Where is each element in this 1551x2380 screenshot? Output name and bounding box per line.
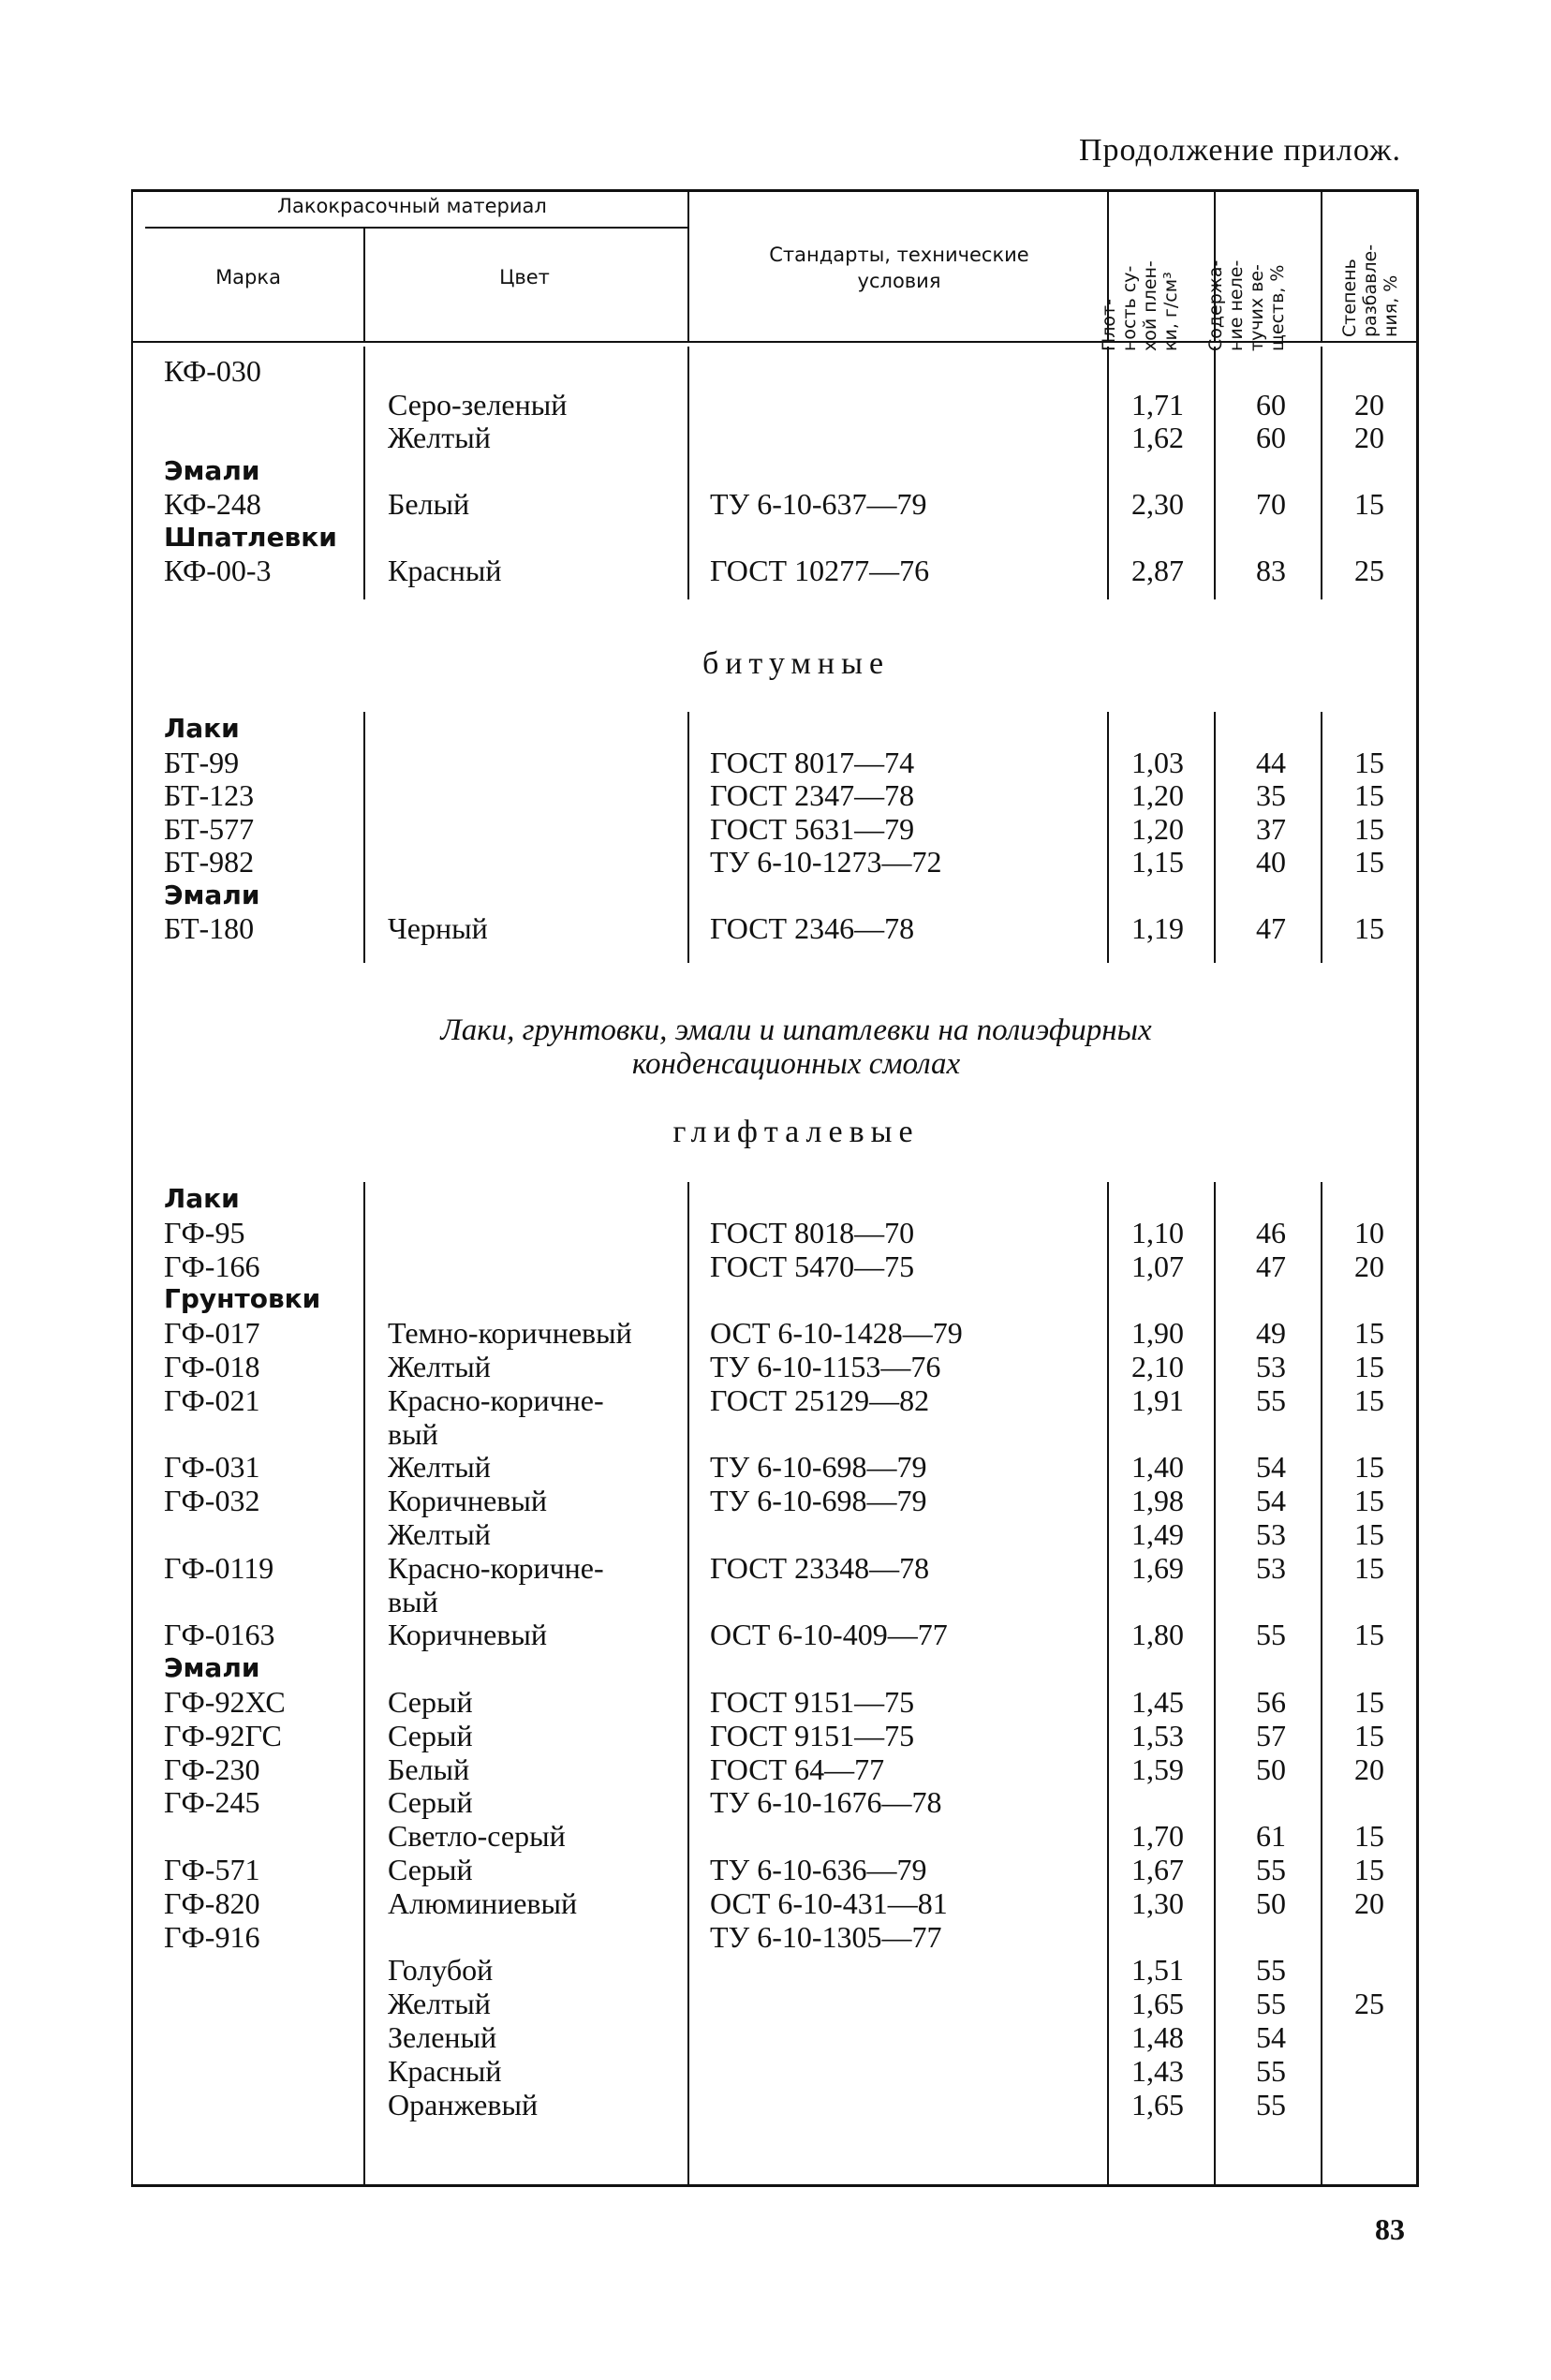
nonvolatile-cell: 55 [1256, 1953, 1286, 1988]
nonvolatile-cell: 54 [1256, 1450, 1286, 1485]
nonvolatile-cell: 37 [1256, 811, 1286, 846]
column-separator [363, 1182, 365, 2184]
color-cell: Коричневый [388, 1618, 548, 1652]
density-cell: 1,45 [1131, 1685, 1184, 1719]
nonvolatile-cell: 47 [1256, 1249, 1286, 1283]
mark-cell: БТ-99 [164, 745, 240, 779]
standard-cell: ГОСТ 9151—75 [710, 1718, 915, 1752]
dilution-cell: 15 [1354, 1618, 1384, 1652]
density-cell: 1,90 [1131, 1316, 1184, 1351]
column-separator [1214, 1182, 1216, 2184]
column-separator [687, 347, 689, 599]
mark-cell: ГФ-031 [164, 1450, 260, 1485]
density-cell: 1,15 [1131, 845, 1184, 879]
dilution-cell: 15 [1354, 1550, 1384, 1585]
nonvolatile-cell: 50 [1256, 1752, 1286, 1786]
color-cell: Серо-зеленый [388, 387, 568, 421]
color-cell: Серый [388, 1853, 473, 1886]
density-cell: 1,65 [1131, 1987, 1184, 2021]
color-cell: вый [388, 1584, 438, 1619]
standard-cell: ГОСТ 8017—74 [710, 745, 915, 779]
dilution-cell: 15 [1354, 1382, 1384, 1417]
color-cell: Желтый [388, 1450, 491, 1485]
color-cell: Красно-коричне- [388, 1550, 604, 1585]
dilution-cell: 15 [1354, 811, 1384, 846]
mark-cell: ГФ-0163 [164, 1618, 275, 1652]
standard-cell: ОСТ 6-10-409—77 [710, 1618, 948, 1652]
category-label: Эмали [164, 454, 260, 486]
dilution-cell: 15 [1354, 778, 1384, 812]
mark-cell: БТ-123 [164, 778, 255, 812]
dilution-cell: 20 [1354, 1752, 1384, 1786]
section-polyester-line2: конденсационных смолах [631, 1047, 961, 1081]
dilution-cell: 15 [1354, 1819, 1384, 1854]
nonvolatile-cell: 60 [1256, 421, 1286, 454]
density-cell: 1,91 [1131, 1382, 1184, 1417]
dilution-cell: 10 [1354, 1215, 1384, 1249]
density-cell: 2,87 [1131, 554, 1184, 587]
header-mark: Марка [215, 266, 281, 288]
standard-cell: ГОСТ 5631—79 [710, 811, 915, 846]
density-cell: 1,49 [1131, 1517, 1184, 1551]
standard-cell: ТУ 6-10-1676—78 [710, 1785, 942, 1820]
header-nonvolatile: Содержа- ние неле- тучих ве- ществ, % [1205, 259, 1288, 351]
color-cell: Желтый [388, 1517, 491, 1551]
header-dilution: Степень разбавле- ния, % [1339, 244, 1401, 337]
page-number: 83 [1375, 2212, 1405, 2246]
mark-cell: ГФ-916 [164, 1919, 260, 1954]
color-cell: Коричневый [388, 1484, 548, 1518]
dilution-cell: 20 [1354, 1249, 1384, 1283]
density-cell: 1,69 [1131, 1550, 1184, 1585]
density-cell: 1,10 [1131, 1215, 1184, 1249]
color-cell: Серый [388, 1685, 473, 1719]
standard-cell: ГОСТ 10277—76 [710, 554, 930, 587]
nonvolatile-cell: 50 [1256, 1885, 1286, 1920]
column-separator [363, 712, 365, 963]
nonvolatile-cell: 47 [1256, 911, 1286, 945]
density-cell: 1,30 [1131, 1885, 1184, 1920]
dilution-cell: 20 [1354, 421, 1384, 454]
column-separator [1107, 1182, 1109, 2184]
nonvolatile-cell: 56 [1256, 1685, 1286, 1719]
nonvolatile-cell: 55 [1256, 1618, 1286, 1652]
mark-cell: ГФ-92ХС [164, 1685, 286, 1719]
column-separator [131, 189, 133, 2184]
mark-cell: ГФ-017 [164, 1316, 260, 1351]
section-glyphthal: глифталевые [672, 1115, 920, 1149]
standard-cell: ГОСТ 25129—82 [710, 1382, 930, 1417]
standard-cell: ТУ 6-10-698—79 [710, 1484, 927, 1518]
column-separator [687, 712, 689, 963]
mark-cell: КФ-248 [164, 487, 261, 521]
density-cell: 1,70 [1131, 1819, 1184, 1854]
column-separator [1107, 347, 1109, 599]
nonvolatile-cell: 54 [1256, 2020, 1286, 2054]
nonvolatile-cell: 40 [1256, 845, 1286, 879]
density-cell: 1,98 [1131, 1484, 1184, 1518]
mark-cell: БТ-180 [164, 911, 255, 945]
column-separator [1214, 347, 1216, 599]
column-separator [363, 347, 365, 599]
dilution-cell: 20 [1354, 1885, 1384, 1920]
standard-cell: ГОСТ 23348—78 [710, 1550, 930, 1585]
category-label: Эмали [164, 879, 260, 910]
color-cell: Белый [388, 1752, 470, 1786]
column-separator [1214, 712, 1216, 963]
mark-cell: ГФ-166 [164, 1249, 260, 1283]
density-cell: 1,51 [1131, 1953, 1184, 1988]
color-cell: Оранжевый [388, 2087, 539, 2121]
density-cell: 1,19 [1131, 911, 1184, 945]
nonvolatile-cell: 46 [1256, 1215, 1286, 1249]
nonvolatile-cell: 49 [1256, 1316, 1286, 1351]
dilution-cell: 15 [1354, 1350, 1384, 1383]
standard-cell: ТУ 6-10-636—79 [710, 1853, 927, 1886]
mark-cell: ГФ-018 [164, 1350, 260, 1383]
density-cell: 1,62 [1131, 421, 1184, 454]
mark-cell: ГФ-245 [164, 1785, 260, 1820]
mark-cell: ГФ-0119 [164, 1550, 274, 1585]
table-bottom-rule [131, 2184, 1419, 2187]
nonvolatile-cell: 53 [1256, 1350, 1286, 1383]
nonvolatile-cell: 53 [1256, 1517, 1286, 1551]
mark-cell: ГФ-032 [164, 1484, 260, 1518]
color-cell: Светло-серый [388, 1819, 566, 1854]
color-cell: вый [388, 1416, 438, 1451]
density-cell: 1,20 [1131, 811, 1184, 846]
color-cell: Желтый [388, 1987, 491, 2021]
color-cell: Белый [388, 487, 470, 521]
header-material-group: Лакокрасочный материал [277, 195, 547, 217]
color-cell: Красный [388, 554, 502, 587]
density-cell: 1,71 [1131, 387, 1184, 421]
density-cell: 1,43 [1131, 2053, 1184, 2088]
standard-cell: ГОСТ 8018—70 [710, 1215, 915, 1249]
dilution-cell: 15 [1354, 487, 1384, 521]
mark-cell: ГФ-95 [164, 1215, 245, 1249]
standard-cell: ГОСТ 9151—75 [710, 1685, 915, 1719]
nonvolatile-cell: 61 [1256, 1819, 1286, 1854]
color-cell: Голубой [388, 1953, 494, 1988]
color-cell: Красно-коричне- [388, 1382, 604, 1417]
nonvolatile-cell: 54 [1256, 1484, 1286, 1518]
mark-cell: ГФ-571 [164, 1853, 260, 1886]
color-cell: Алюминиевый [388, 1885, 578, 1920]
density-cell: 1,80 [1131, 1618, 1184, 1652]
mark-cell: КФ-00-3 [164, 554, 272, 587]
nonvolatile-cell: 70 [1256, 487, 1286, 521]
column-separator [687, 1182, 689, 2184]
dilution-cell: 15 [1354, 1853, 1384, 1886]
section-polyester-line1: Лаки, грунтовки, эмали и шпатлевки на полиэфирных [440, 1013, 1152, 1047]
standard-cell: ТУ 6-10-1305—77 [710, 1919, 942, 1954]
column-separator [1107, 712, 1109, 963]
density-cell: 1,03 [1131, 745, 1184, 779]
density-cell: 1,59 [1131, 1752, 1184, 1786]
standard-cell: ТУ 6-10-1153—76 [710, 1350, 941, 1383]
density-cell: 1,40 [1131, 1450, 1184, 1485]
density-cell: 2,30 [1131, 487, 1184, 521]
dilution-cell: 15 [1354, 1316, 1384, 1351]
dilution-cell: 15 [1354, 745, 1384, 779]
nonvolatile-cell: 44 [1256, 745, 1286, 779]
section-bitumen: битумные [702, 646, 891, 681]
color-cell: Темно-коричневый [388, 1316, 632, 1351]
category-label: Лаки [164, 1183, 240, 1214]
nonvolatile-cell: 57 [1256, 1718, 1286, 1752]
color-cell: Черный [388, 911, 488, 945]
page-header: Продолжение прилож. [1078, 133, 1401, 168]
color-cell: Красный [388, 2053, 502, 2088]
dilution-cell: 15 [1354, 1484, 1384, 1518]
color-cell: Желтый [388, 1350, 491, 1383]
dilution-cell: 25 [1354, 1987, 1384, 2021]
nonvolatile-cell: 35 [1256, 778, 1286, 812]
nonvolatile-cell: 55 [1256, 2053, 1286, 2088]
column-separator [687, 189, 689, 341]
density-cell: 1,07 [1131, 1249, 1184, 1283]
standard-cell: ГОСТ 2346—78 [710, 911, 915, 945]
density-cell: 1,20 [1131, 778, 1184, 812]
standard-cell: ГОСТ 5470—75 [710, 1249, 915, 1283]
density-cell: 1,53 [1131, 1718, 1184, 1752]
mark-cell: ГФ-021 [164, 1382, 260, 1417]
category-label: Лаки [164, 713, 240, 744]
dilution-cell: 15 [1354, 1718, 1384, 1752]
density-cell: 2,10 [1131, 1350, 1184, 1383]
standard-cell: ГОСТ 64—77 [710, 1752, 885, 1786]
standard-cell: ГОСТ 2347—78 [710, 778, 915, 812]
nonvolatile-cell: 55 [1256, 1987, 1286, 2021]
category-label: Грунтовки [164, 1283, 321, 1315]
header-density: Плот- ность су- хой плен- ки, г/см³ [1099, 260, 1181, 351]
mark-cell: БТ-577 [164, 811, 255, 846]
column-separator [1321, 189, 1322, 341]
category-label: Эмали [164, 1652, 260, 1684]
nonvolatile-cell: 55 [1256, 1853, 1286, 1886]
standard-cell: ОСТ 6-10-431—81 [710, 1885, 948, 1920]
standard-cell: ТУ 6-10-1273—72 [710, 845, 942, 879]
color-cell: Желтый [388, 421, 491, 454]
standard-cell: ОСТ 6-10-1428—79 [710, 1316, 963, 1351]
nonvolatile-cell: 55 [1256, 2087, 1286, 2121]
mark-cell: КФ-030 [164, 354, 261, 388]
dilution-cell: 15 [1354, 845, 1384, 879]
density-cell: 1,65 [1131, 2087, 1184, 2121]
mark-cell: ГФ-92ГС [164, 1718, 282, 1752]
header-standards: Стандарты, технические условия [769, 244, 1029, 292]
dilution-cell: 25 [1354, 554, 1384, 587]
dilution-cell: 15 [1354, 1450, 1384, 1485]
standard-cell: ТУ 6-10-698—79 [710, 1450, 927, 1485]
dilution-cell: 15 [1354, 1685, 1384, 1719]
mark-cell: ГФ-230 [164, 1752, 260, 1786]
color-cell: Серый [388, 1785, 473, 1820]
header-group-rule [145, 227, 688, 229]
header-color: Цвет [499, 266, 550, 288]
density-cell: 1,48 [1131, 2020, 1184, 2054]
standard-cell: ТУ 6-10-637—79 [710, 487, 927, 521]
color-cell: Серый [388, 1718, 473, 1752]
dilution-cell: 15 [1354, 911, 1384, 945]
nonvolatile-cell: 60 [1256, 387, 1286, 421]
color-cell: Зеленый [388, 2020, 497, 2054]
mark-cell: БТ-982 [164, 845, 255, 879]
nonvolatile-cell: 83 [1256, 554, 1286, 587]
category-label: Шпатлевки [164, 521, 337, 553]
density-cell: 1,67 [1131, 1853, 1184, 1886]
dilution-cell: 15 [1354, 1517, 1384, 1551]
nonvolatile-cell: 55 [1256, 1382, 1286, 1417]
dilution-cell: 20 [1354, 387, 1384, 421]
nonvolatile-cell: 53 [1256, 1550, 1286, 1585]
mark-cell: ГФ-820 [164, 1885, 260, 1920]
